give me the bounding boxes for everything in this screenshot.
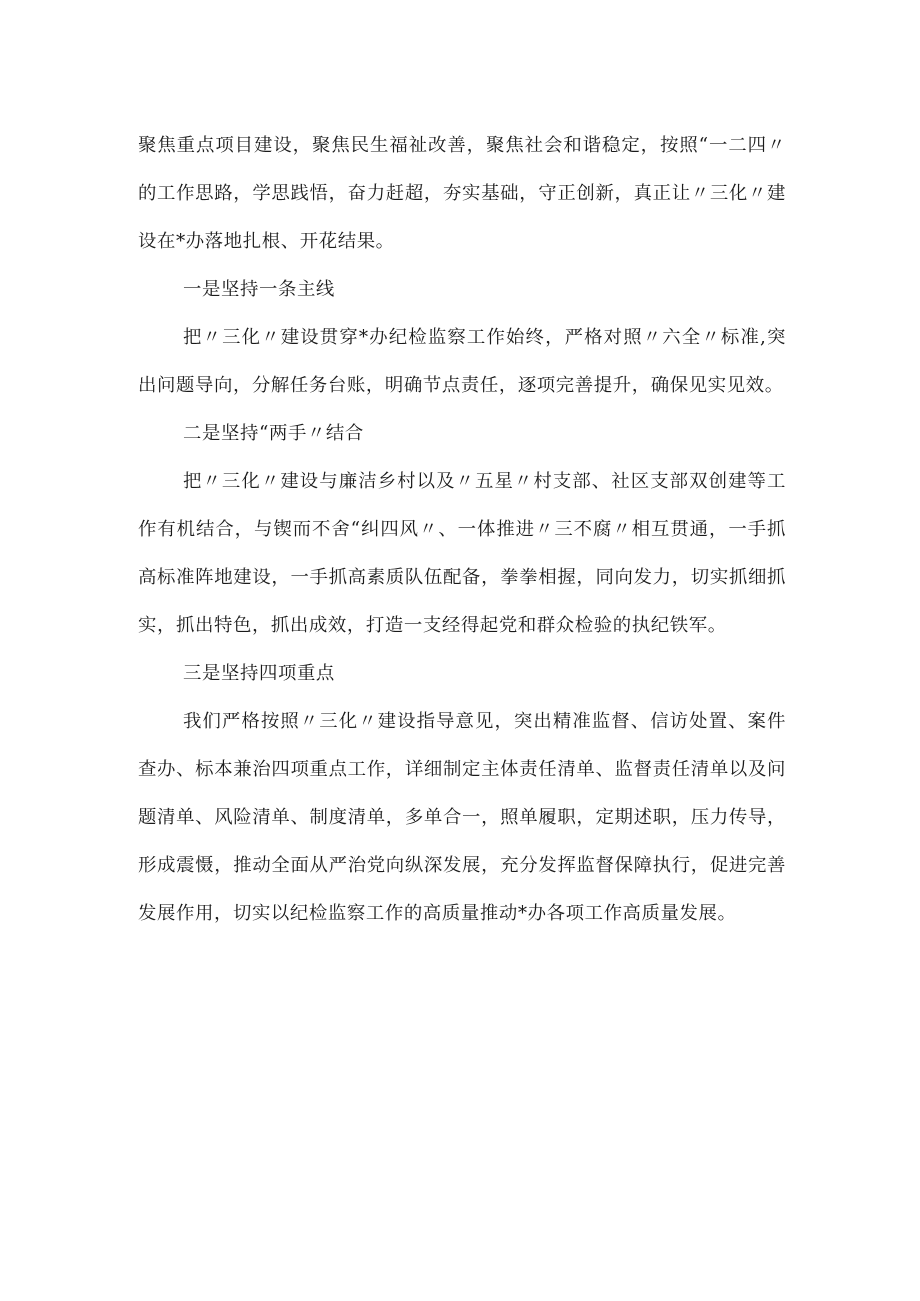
section-body-1: 把〃三化〃建设贯穿*办纪检监察工作始终，严格对照〃六全〃标准,突出问题导向，分解任务台账，明确节点责任，逐项完善提升，确保见实见效。 — [138, 327, 786, 396]
section-body-3: 我们严格按照〃三化〃建设指导意见，突出精准监督、信访处置、案件查办、标本兼治四项重点工作，详细制定主体责任清单、监督责任清单以及问题清单、风险清单、制度清单，多单合一，照单履职，定期述职，压力传导，形成震慑，推动全面从严治党向纵深发展，充分发挥监督保障执行，促进完善发展作用，切实以纪检监察工作的高质量推动*办各项工作高质量发展。 — [138, 711, 786, 924]
section-heading-1: 一是坚持一条主线 — [183, 279, 335, 300]
document-body — [138, 122, 786, 938]
section-body-2: 把〃三化〃建设与廉洁乡村以及〃五星〃村支部、社区支部双创建等工作有机结合，与锲而不舍“纠四风〃、一体推进〃三不腐〃相互贯通，一手抓高标准阵地建设，一手抓高素质队伍配备，拳拳相握，同向发力，切实抓细抓实，抓出特色，抓出成效，打造一支经得起党和群众检验的执纪铁军。 — [138, 471, 786, 636]
intro-paragraph: 聚焦重点项目建设，聚焦民生福祉改善，聚焦社会和谐稳定，按照“一二四〃的工作思路，学思践悟，奋力赶超，夯实基础，守正创新，真正让〃三化〃建设在*办落地扎根、开花结果。 — [138, 135, 786, 252]
section-heading-3: 三是坚持四项重点 — [183, 663, 335, 684]
section-heading-2: 二是坚持“两手〃结合 — [183, 423, 364, 444]
